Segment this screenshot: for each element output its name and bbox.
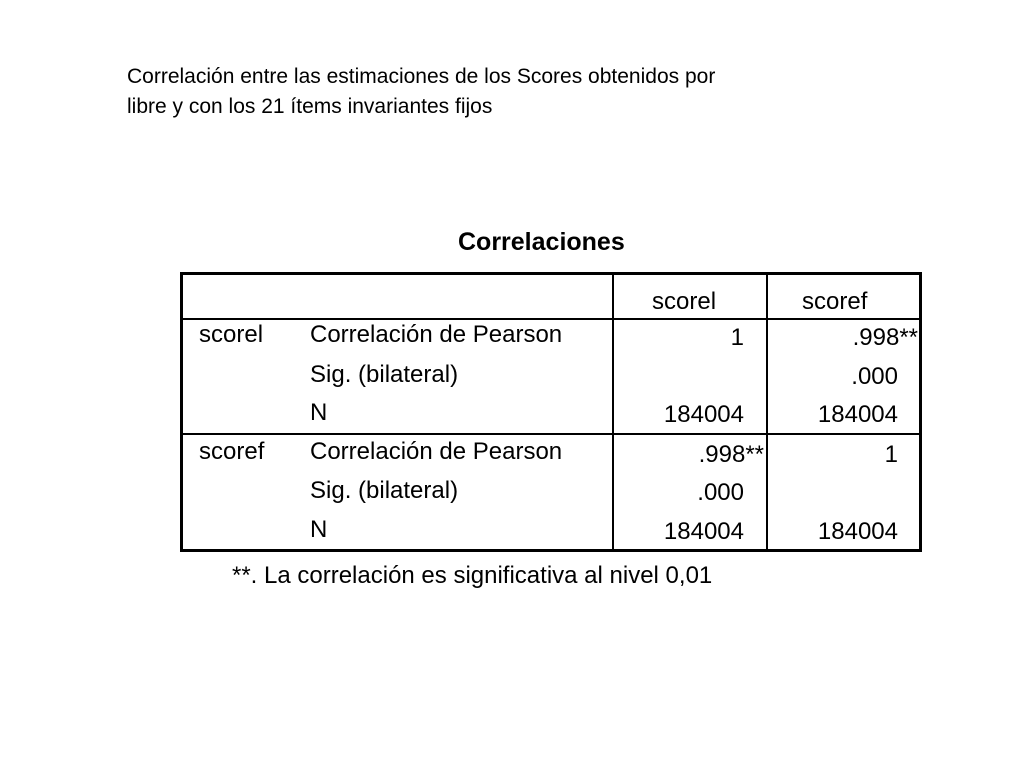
row-stat-label: N [310, 399, 328, 426]
row-variable-label: scoref [199, 438, 265, 465]
table-cell: 1 [884, 441, 898, 468]
header-divider [183, 318, 919, 320]
column-header-scoref: scoref [802, 288, 868, 315]
intro-line-1: Correlación entre las estimaciones de los Scores obtenidos por [127, 65, 716, 88]
table-cell: 1 [730, 324, 744, 351]
column-header-scorel: scorel [652, 288, 717, 315]
table-cell: 184004 [817, 518, 898, 545]
table-cell: .998** [852, 324, 918, 351]
intro-line-2: libre y con los 21 ítems invariantes fijos [127, 95, 493, 118]
table-cell: .000 [851, 363, 898, 390]
row-stat-label: Correlación de Pearson [310, 321, 563, 348]
table-cell: .998** [698, 441, 764, 468]
row-stat-label: Correlación de Pearson [310, 438, 563, 465]
table-footnote: **. La correlación es significativa al nivel 0,01 [232, 562, 713, 589]
table-cell: 184004 [663, 401, 744, 428]
table-cell: 184004 [663, 518, 744, 545]
table-title: Correlaciones [458, 228, 625, 256]
row-stat-label: N [310, 516, 328, 543]
table-cell: 184004 [817, 401, 898, 428]
row-stat-label: Sig. (bilateral) [310, 477, 459, 504]
intro-text [127, 62, 887, 122]
row-stat-label: Sig. (bilateral) [310, 361, 459, 388]
group-divider [183, 433, 919, 435]
table-cell: .000 [697, 479, 744, 506]
row-variable-label: scorel [199, 321, 264, 348]
